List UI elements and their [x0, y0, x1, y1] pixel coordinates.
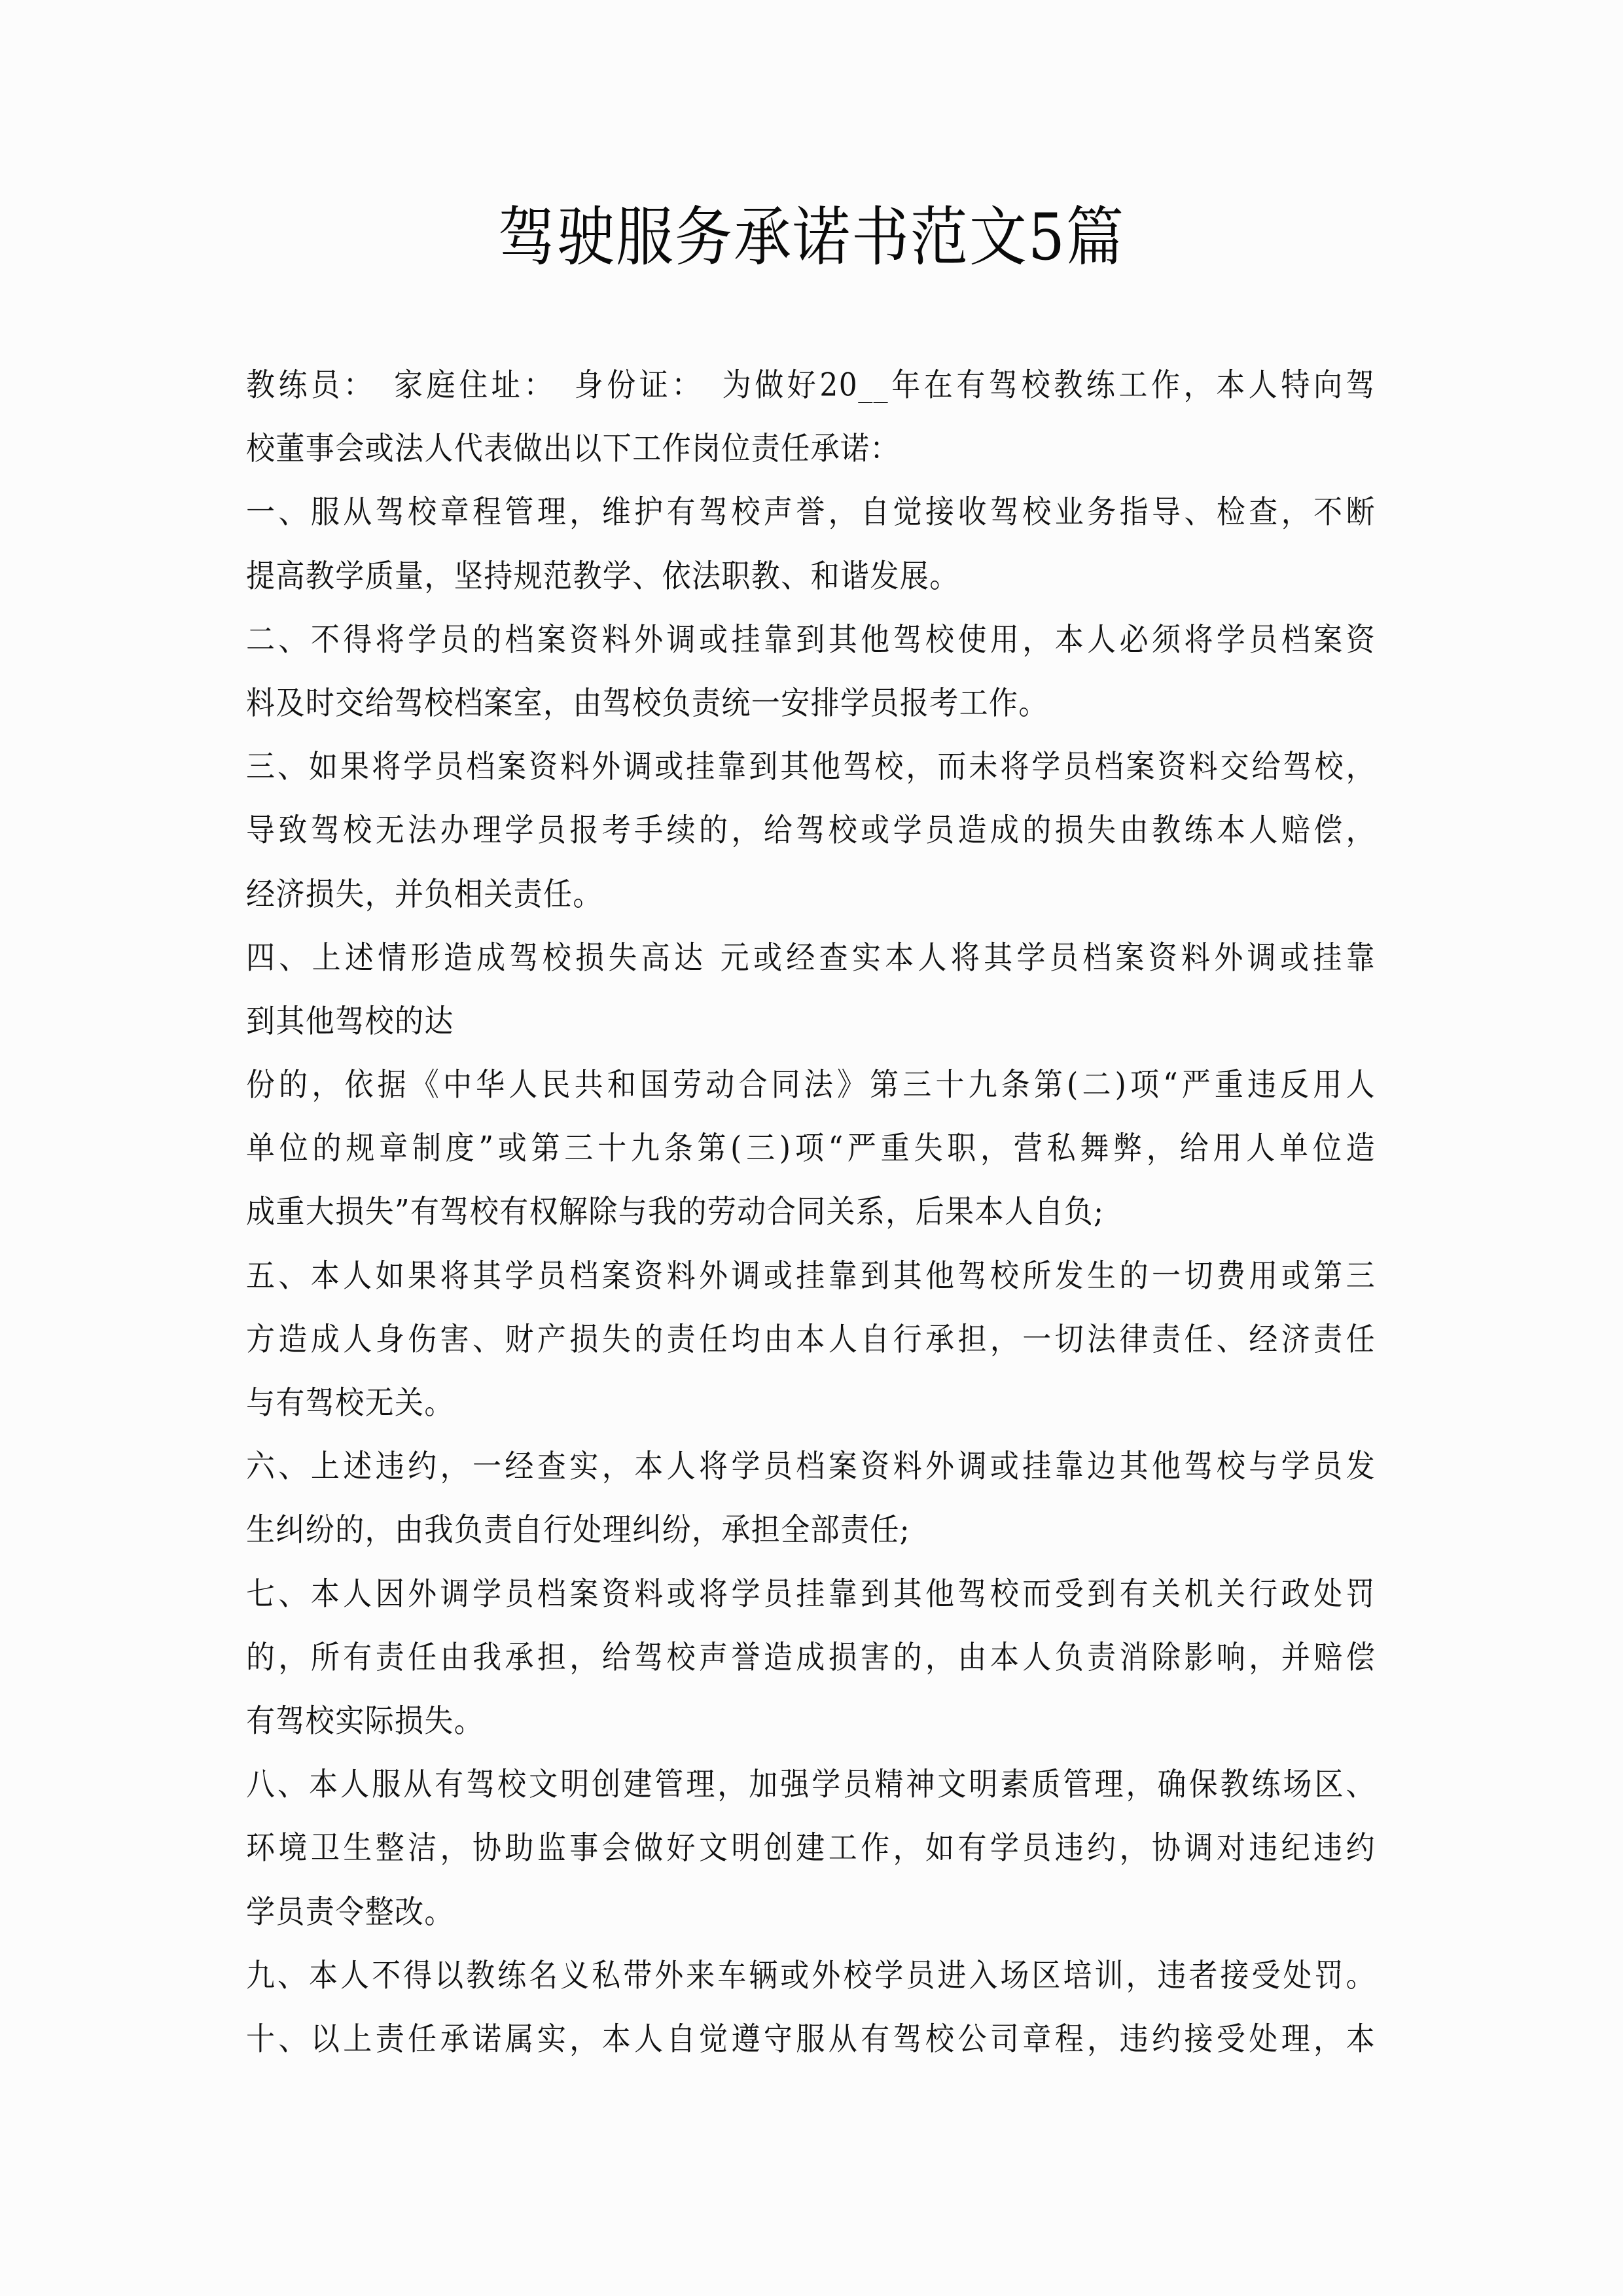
paragraph-intro	[246, 353, 1385, 480]
text-line: 与有驾校无关。	[246, 1384, 454, 1422]
text-line: 方造成人身伤害、财产损失的责任均由本人自行承担，一切法律责任、经济责任	[246, 1321, 1376, 1358]
text-line: 环境卫生整洁，协助监事会做好文明创建工作，如有学员违约，协调对违纪违约	[246, 1829, 1376, 1867]
text-line: 生纠纷的，由我负责自行处理纠纷，承担全部责任;	[246, 1511, 911, 1549]
text-line: 四、上述情形造成驾校损失高达 元或经查实本人将其学员档案资料外调或挂靠	[246, 939, 1376, 977]
text-line: 校董事会或法人代表做出以下工作岗位责任承诺：	[246, 430, 900, 467]
paragraph-clause-10	[246, 2007, 1385, 2071]
text-line: 到其他驾校的达	[246, 1003, 454, 1040]
paragraph-clause-5	[246, 1244, 1385, 1435]
text-line: 五、本人如果将其学员档案资料外调或挂靠到其他驾校所发生的一切费用或第三	[246, 1257, 1376, 1295]
text-line: 料及时交给驾校档案室，由驾校负责统一安排学员报考工作。	[246, 685, 1048, 722]
text-line: 三、如果将学员档案资料外调或挂靠到其他驾校，而未将学员档案资料交给驾校，	[246, 748, 1376, 785]
document-title: 驾驶服务承诺书范文5篇	[498, 198, 1125, 275]
text-line: 七、本人因外调学员档案资料或将学员挂靠到其他驾校而受到有关机关行政处罚	[246, 1575, 1376, 1613]
text-line: 有驾校实际损失。	[246, 1702, 484, 1740]
text-line: 一、服从驾校章程管理，维护有驾校声誉，自觉接收驾校业务指导、检查，不断	[246, 493, 1376, 531]
text-line: 成重大损失”有驾校有权解除与我的劳动合同关系，后果本人自负;	[246, 1193, 1105, 1230]
text-line: 单位的规章制度”或第三十九条第(三)项“严重失职，营私舞弊，给用人单位造	[246, 1130, 1376, 1167]
text-line: 九、本人不得以教练名义私带外来车辆或外校学员进入场区培训，违者接受处罚。	[246, 1957, 1376, 1994]
paragraph-clause-7	[246, 1562, 1385, 1753]
document-body	[246, 353, 1385, 2071]
paragraph-clause-6	[246, 1435, 1385, 1562]
text-line: 学员责令整改。	[246, 1893, 454, 1931]
paragraph-clause-4	[246, 926, 1385, 1244]
paragraph-clause-9	[246, 1944, 1385, 2007]
text-line: 经济损失，并负相关责任。	[246, 875, 603, 913]
paragraph-clause-8	[246, 1753, 1385, 1944]
text-line: 教练员： 家庭住址： 身份证： 为做好20__年在有驾校教练工作，本人特向驾	[246, 367, 1376, 404]
text-line: 份的，依据《中华人民共和国劳动合同法》第三十九条第(二)项“严重违反用人	[246, 1066, 1376, 1103]
text-line: 十、以上责任承诺属实，本人自觉遵守服从有驾校公司章程，违约接受处理，本	[246, 2020, 1376, 2058]
text-line: 的，所有责任由我承担，给驾校声誉造成损害的，由本人负责消除影响，并赔偿	[246, 1639, 1376, 1676]
text-line: 导致驾校无法办理学员报考手续的，给驾校或学员造成的损失由教练本人赔偿，	[246, 812, 1376, 849]
text-line: 提高教学质量，坚持规范教学、依法职教、和谐发展。	[246, 558, 959, 595]
text-line: 六、上述违约，一经查实，本人将学员档案资料外调或挂靠边其他驾校与学员发	[246, 1448, 1376, 1485]
paragraph-clause-3	[246, 735, 1385, 926]
paragraph-clause-1	[246, 480, 1385, 607]
paragraph-clause-2	[246, 608, 1385, 735]
text-line: 二、不得将学员的档案资料外调或挂靠到其他驾校使用，本人必须将学员档案资	[246, 621, 1376, 658]
text-line: 八、本人服从有驾校文明创建管理，加强学员精神文明素质管理，确保教练场区、	[246, 1766, 1376, 1803]
